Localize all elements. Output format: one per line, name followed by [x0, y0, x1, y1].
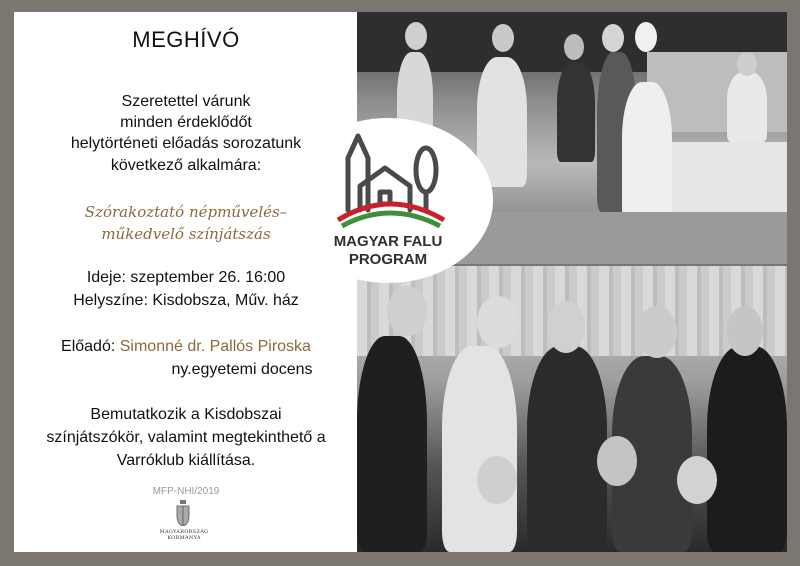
speaker-name: Simonné dr. Pallós Piroska: [119, 338, 311, 355]
logo-line-1: MAGYAR FALU: [333, 233, 443, 250]
government-line-2: KORMÁNYA: [167, 535, 201, 541]
speaker-line: [14, 337, 358, 356]
logo-line-2: PROGRAM: [348, 251, 428, 268]
closing-line-3: Varróklub kiállítása.: [116, 452, 256, 469]
page-title: MEGHÍVÓ: [132, 27, 240, 52]
topic-line-1: Szórakoztató népművelés–: [84, 203, 288, 221]
government-label: [134, 529, 234, 541]
intro-line-1: Szeretettel várunk: [121, 93, 251, 110]
intro-line-2: minden érdeklődőt: [120, 114, 252, 131]
speaker-label: Előadó:: [61, 338, 116, 355]
event-place: Helyszíne: Kisdobsza, Műv. ház: [73, 292, 299, 309]
event-date: Ideje: szeptember 26. 16:00: [86, 269, 286, 286]
speaker-title: ny.egyetemi docens: [171, 361, 313, 378]
intro-line-4: következő alkalmára:: [110, 157, 262, 174]
intro-line-3: helytörténeti előadás sorozatunk: [70, 135, 302, 152]
coat-of-arms-icon: [176, 500, 190, 526]
reference-code: MFP-NHI/2019: [152, 486, 220, 497]
group-photo: [357, 266, 787, 552]
closing-line-2: színjátszókör, valamint megtekinthető a: [46, 429, 326, 446]
closing-line-1: Bemutatkozik a Kisdobszai: [90, 406, 282, 423]
government-line-1: MAGYARORSZÁG: [159, 529, 209, 535]
topic-line-2: műkedvelő színjátszás: [101, 225, 271, 243]
